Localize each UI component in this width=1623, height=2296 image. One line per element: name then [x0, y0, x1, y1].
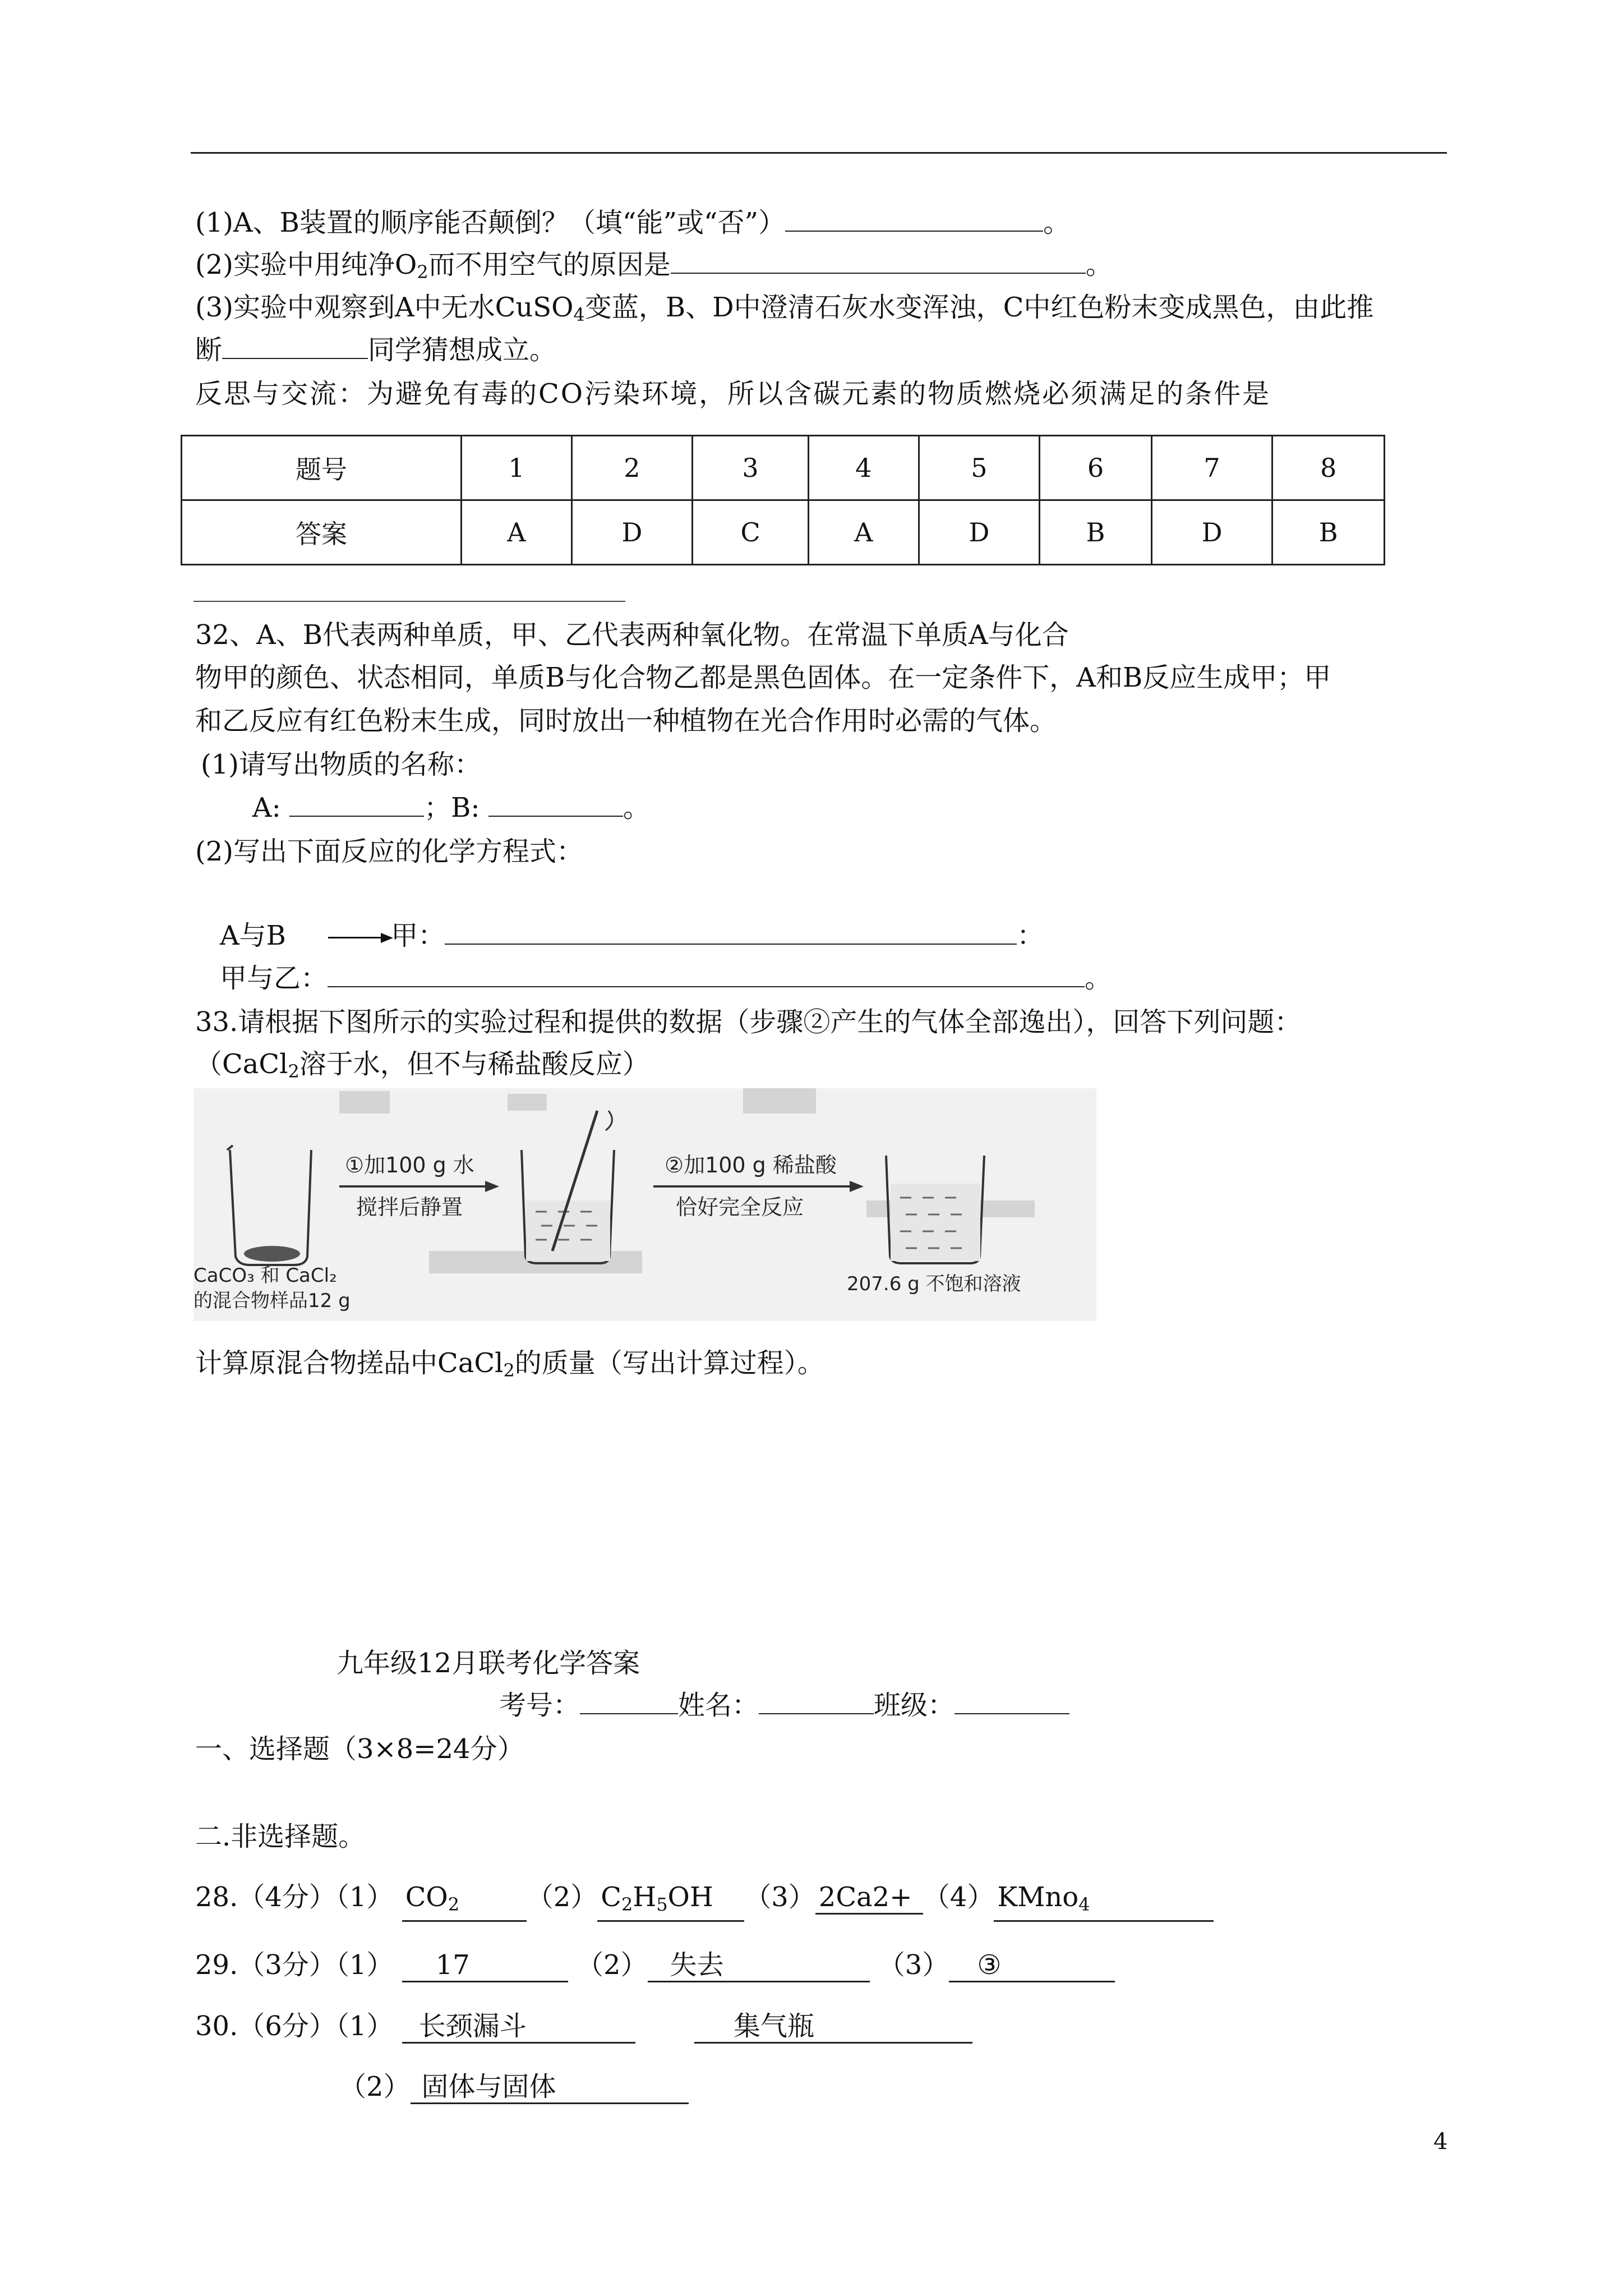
q-prev-line-2 — [195, 248, 1113, 289]
text: CO — [405, 1881, 448, 1913]
q-prev-4-text: 断 — [195, 334, 223, 366]
subscript: 4 — [1078, 1894, 1090, 1915]
q28-label-3: （3） — [744, 1881, 815, 1913]
q32-line-7 — [220, 919, 1044, 953]
class-field[interactable] — [955, 1688, 1069, 1714]
q30-answer-1: 长颈漏斗 — [402, 2010, 635, 2044]
section-1-heading: 一、选择题（3×8=24分） — [195, 1733, 524, 1765]
label-a: A: — [252, 792, 281, 823]
q33-3-text: 计算原混合物搓品中CaCl — [195, 1347, 504, 1379]
table-cell: 3 — [693, 436, 809, 500]
q28-label-4: （4） — [923, 1881, 994, 1913]
q-prev-1-text: (1)A、B装置的顺序能否颠倒？（填“能”或“否”） — [195, 207, 786, 238]
id-field[interactable] — [580, 1688, 678, 1714]
subscript: 2 — [417, 261, 428, 283]
answer-blank[interactable] — [328, 961, 1085, 987]
step1-bottom: 搅拌后静置 — [356, 1195, 463, 1220]
class-label: 班级： — [874, 1690, 955, 1721]
table-cell: 5 — [919, 436, 1039, 500]
header-rule — [191, 152, 1447, 154]
table-cell: 4 — [808, 436, 919, 500]
table-cell: 1 — [461, 436, 571, 500]
experiment-figure — [193, 1088, 1096, 1321]
q30-head: 30.（6分）（1） — [195, 2010, 394, 2042]
answer-29 — [195, 1948, 1115, 1982]
answer-blank-a[interactable] — [289, 791, 424, 817]
table-cell: C — [693, 500, 809, 565]
q-prev-2-text-b: 而不用空气的原因是 — [428, 249, 671, 280]
table-cell: A — [461, 500, 571, 565]
q33-line-2 — [195, 1047, 649, 1088]
name-field[interactable] — [759, 1688, 874, 1714]
q33-line-3 — [195, 1346, 824, 1387]
line-end: 。 — [1085, 963, 1112, 994]
table-cell: A — [808, 500, 919, 565]
q28-answer-2 — [597, 1881, 744, 1922]
student-info — [499, 1688, 1069, 1722]
arrow-icon — [328, 937, 391, 938]
table-cell: 7 — [1151, 436, 1272, 500]
q29-label-3: （3） — [878, 1949, 949, 1981]
q-prev-3-text: (3)实验中观察到A中无水CuSO — [195, 292, 574, 323]
q32-line-4: (1)请写出物质的名称： — [201, 749, 481, 780]
reaction-label: 甲与乙： — [220, 963, 328, 994]
table-cell: D — [1151, 500, 1272, 565]
page-number: 4 — [1433, 2129, 1448, 2155]
q28-answer-3: 2Ca2+ — [815, 1881, 923, 1915]
table-cell: 2 — [571, 436, 692, 500]
line-end: ： — [1017, 920, 1044, 951]
q33-line-1: 33.请根据下图所示的实验过程和提供的数据（步骤②产生的气体全部逸出），回答下列问题： — [195, 1006, 1302, 1038]
answer-blank[interactable] — [445, 919, 1017, 945]
q-prev-1-end: 。 — [1043, 207, 1071, 238]
answer-blank[interactable] — [785, 206, 1043, 232]
q28-answer-1 — [402, 1881, 527, 1922]
reaction-label: A与B — [220, 920, 286, 951]
q32-line-1: 32、A、B代表两种单质，甲、乙代表两种氧化物。在常温下单质A与化合 — [195, 619, 1069, 651]
q30-answer-1b: 集气瓶 — [694, 2010, 972, 2044]
subscript: 2 — [448, 1894, 460, 1915]
answer-blank[interactable] — [222, 333, 368, 359]
answer-blank-line — [193, 601, 625, 602]
table-row — [182, 500, 1385, 565]
subscript: 4 — [573, 304, 585, 325]
q32-line-8 — [220, 961, 1112, 995]
q33-2-text-b: 溶于水，但不与稀盐酸反应） — [299, 1048, 649, 1080]
q29-answer-1: 17 — [402, 1949, 568, 1982]
q33-2-text: （CaCl — [195, 1048, 288, 1080]
q-prev-3-text-b: 变蓝，B、D中澄清石灰水变浑浊，C中红色粉末变成黑色，由此推 — [584, 292, 1374, 323]
table-row — [182, 436, 1385, 500]
q32-line-3: 和乙反应有红色粉末生成，同时放出一种植物在光合作用时必需的气体。 — [195, 705, 1057, 737]
q28-head: 28.（4分）（1） — [195, 1881, 394, 1913]
line-end: 。 — [623, 792, 650, 823]
answers-title: 九年级12月联考化学答案 — [336, 1648, 640, 1679]
q29-label-2: （2） — [576, 1949, 648, 1981]
step2-bottom: 恰好完全反应 — [676, 1195, 804, 1220]
q-prev-2-end: 。 — [1085, 249, 1113, 280]
q30-label-2: （2） — [339, 2071, 411, 2102]
product-label: 甲： — [391, 920, 445, 951]
q28-answer-4 — [994, 1881, 1214, 1922]
answer-30-2 — [339, 2070, 689, 2104]
q-prev-line-1 — [195, 206, 1070, 240]
q32-line-5 — [252, 791, 650, 825]
name-label: 姓名： — [678, 1690, 759, 1721]
sample-label-2: 的混合物样品12 g — [193, 1290, 351, 1312]
q29-answer-3: ③ — [949, 1949, 1115, 1982]
result-label: 207.6 g 不饱和溶液 — [847, 1273, 1021, 1295]
subscript: 2 — [621, 1894, 633, 1915]
table-cell: 6 — [1040, 436, 1152, 500]
q33-3-text-b: 的质量（写出计算过程）。 — [514, 1347, 824, 1379]
step2-top: ②加100 g 稀盐酸 — [665, 1153, 837, 1177]
q29-head: 29.（3分）（1） — [195, 1949, 394, 1981]
subscript: 5 — [656, 1894, 668, 1915]
section-2-heading: 二.非选择题。 — [195, 1821, 366, 1852]
sample-label-1: CaCO₃ 和 CaCl₂ — [193, 1264, 337, 1287]
table-header-cell: 答案 — [182, 500, 462, 565]
label-b: ；B: — [424, 792, 480, 823]
table-cell: D — [919, 500, 1039, 565]
table-header-cell: 题号 — [182, 436, 462, 500]
answer-blank-b[interactable] — [488, 791, 623, 817]
answer-30-1 — [195, 2009, 972, 2044]
q-prev-line-5: 反思与交流：为避免有毒的CO污染环境，所以含碳元素的物质燃烧必须满足的条件是 — [195, 378, 1271, 409]
table-cell: D — [571, 500, 692, 565]
answer-blank[interactable] — [671, 248, 1086, 274]
table-cell: 8 — [1272, 436, 1385, 500]
text: KMno — [997, 1881, 1079, 1913]
text: C — [601, 1881, 621, 1913]
q29-answer-2: 失去 — [648, 1949, 870, 1982]
table-cell: B — [1040, 500, 1152, 565]
q32-line-2: 物甲的颜色、状态相同，单质B与化合物乙都是黑色固体。在一定条件下，A和B反应生成甲；甲 — [195, 662, 1331, 693]
id-label: 考号： — [499, 1690, 580, 1721]
table-cell: B — [1272, 500, 1385, 565]
subscript: 2 — [288, 1061, 299, 1082]
answer-28 — [195, 1880, 1214, 1922]
q30-answer-2: 固体与固体 — [411, 2071, 689, 2104]
text: H — [633, 1881, 657, 1913]
subscript: 2 — [503, 1360, 515, 1381]
q28-label-2: （2） — [526, 1881, 598, 1913]
answer-table — [181, 435, 1385, 565]
q-prev-2-text: (2)实验中用纯净O — [195, 249, 417, 280]
step1-top: ①加100 g 水 — [345, 1153, 474, 1177]
q-prev-4-text-b: 同学猜想成立。 — [368, 334, 557, 366]
q32-line-6: (2)写出下面反应的化学方程式： — [195, 836, 583, 867]
text: OH — [667, 1881, 713, 1913]
q-prev-line-3 — [195, 291, 1373, 332]
q-prev-line-4 — [195, 333, 556, 367]
